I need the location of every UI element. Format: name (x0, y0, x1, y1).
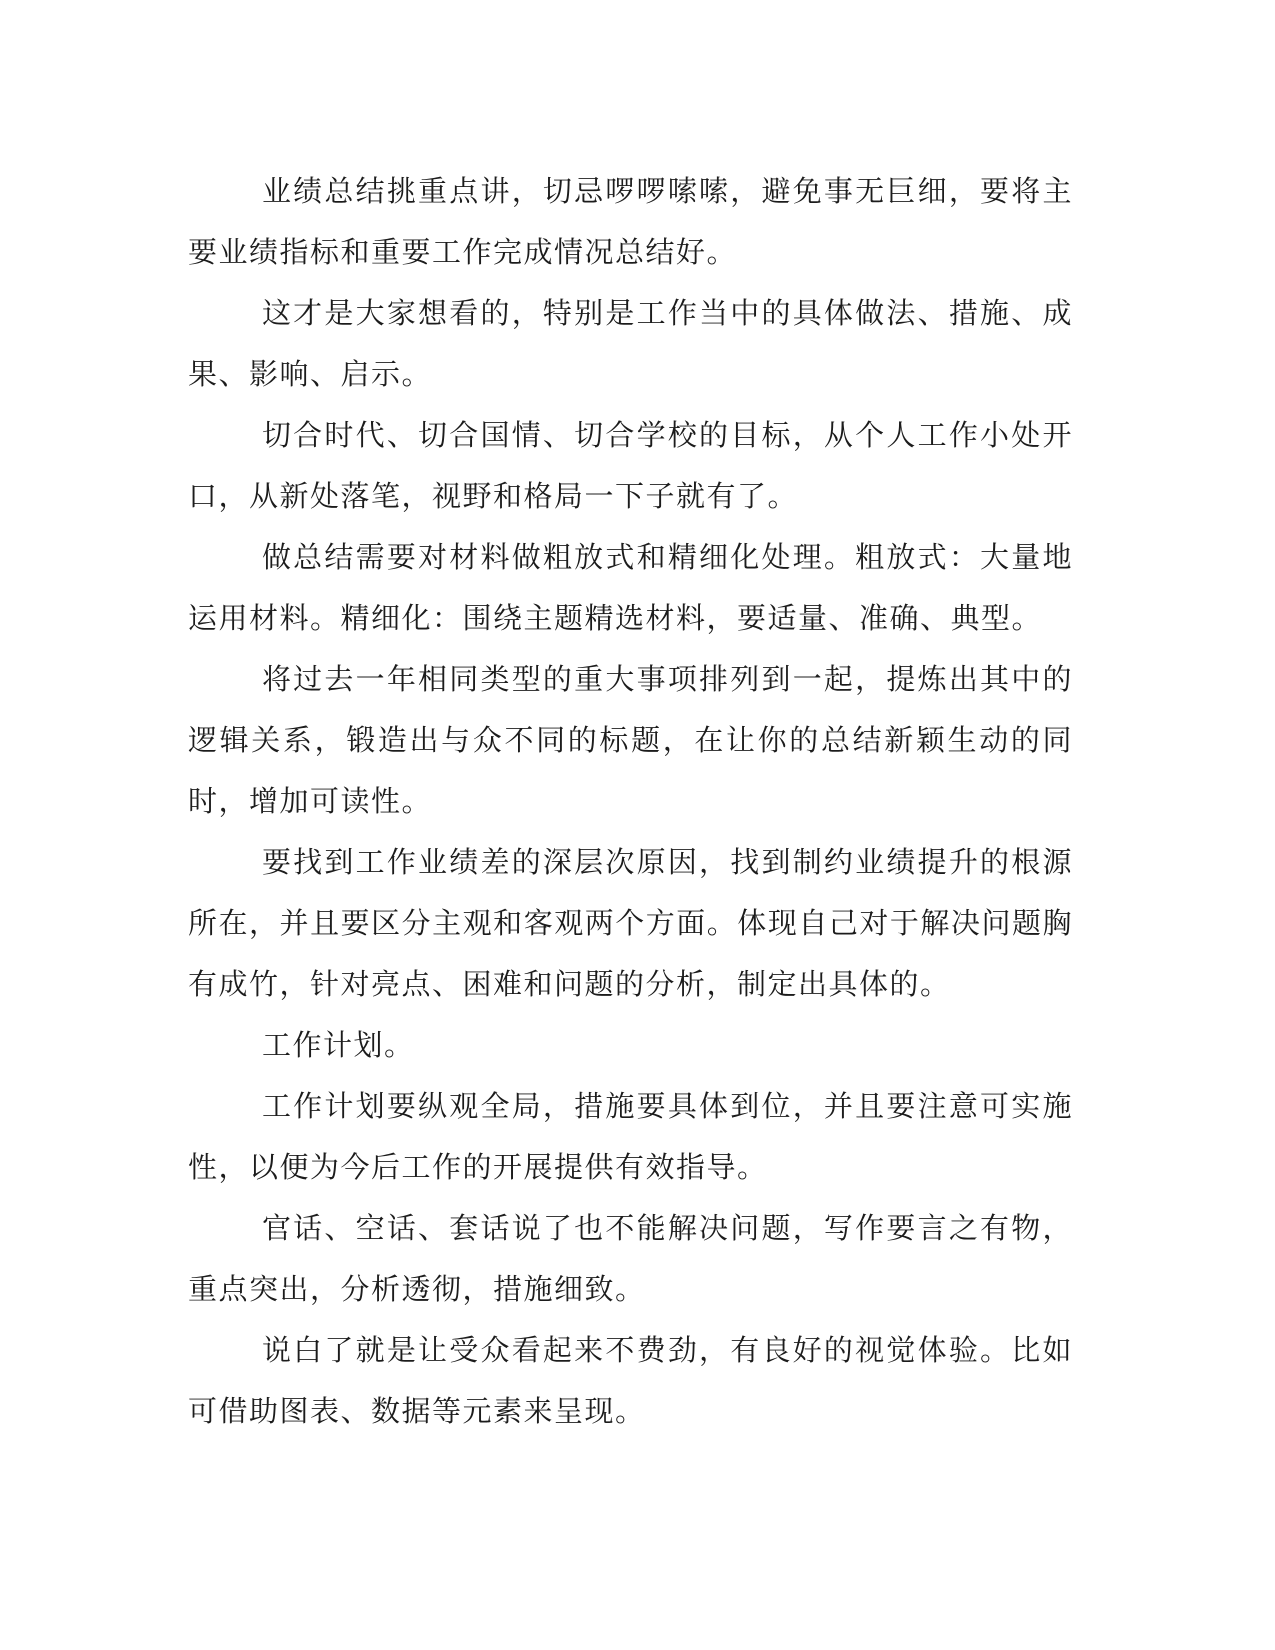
paragraph-5: 将过去一年相同类型的重大事项排列到一起，提炼出其中的逻辑关系，锻造出与众不同的标题，在让你的总结新颖生动的同时，增加可读性。 (188, 662, 1073, 818)
paragraph-6: 要找到工作业绩差的深层次原因，找到制约业绩提升的根源所在，并且要区分主观和客观两个方面。体现自己对于解决问题胸有成竹，针对亮点、困难和问题的分析，制定出具体的。 (188, 845, 1073, 1001)
paragraph-7: 工作计划。 (261, 1028, 415, 1062)
paragraph-10: 说白了就是让受众看起来不费劲，有良好的视觉体验。比如可借助图表、数据等元素来呈现。 (188, 1333, 1073, 1428)
paragraph-4: 做总结需要对材料做粗放式和精细化处理。粗放式：大量地运用材料。精细化：围绕主题精选材料，要适量、准确、典型。 (188, 540, 1073, 635)
paragraph-9: 官话、空话、套话说了也不能解决问题，写作要言之有物，重点突出，分析透彻，措施细致。 (188, 1211, 1073, 1306)
paragraph-8: 工作计划要纵观全局，措施要具体到位，并且要注意可实施性，以便为今后工作的开展提供有效指导。 (188, 1089, 1073, 1184)
document-body (188, 161, 1073, 1442)
paragraph-3: 切合时代、切合国情、切合学校的目标，从个人工作小处开口，从新处落笔，视野和格局一下子就有了。 (188, 418, 1073, 513)
paragraph-1: 业绩总结挑重点讲，切忌啰啰嗦嗦，避免事无巨细，要将主要业绩指标和重要工作完成情况总结好。 (188, 174, 1073, 269)
paragraph-2: 这才是大家想看的，特别是工作当中的具体做法、措施、成果、影响、启示。 (188, 296, 1073, 391)
